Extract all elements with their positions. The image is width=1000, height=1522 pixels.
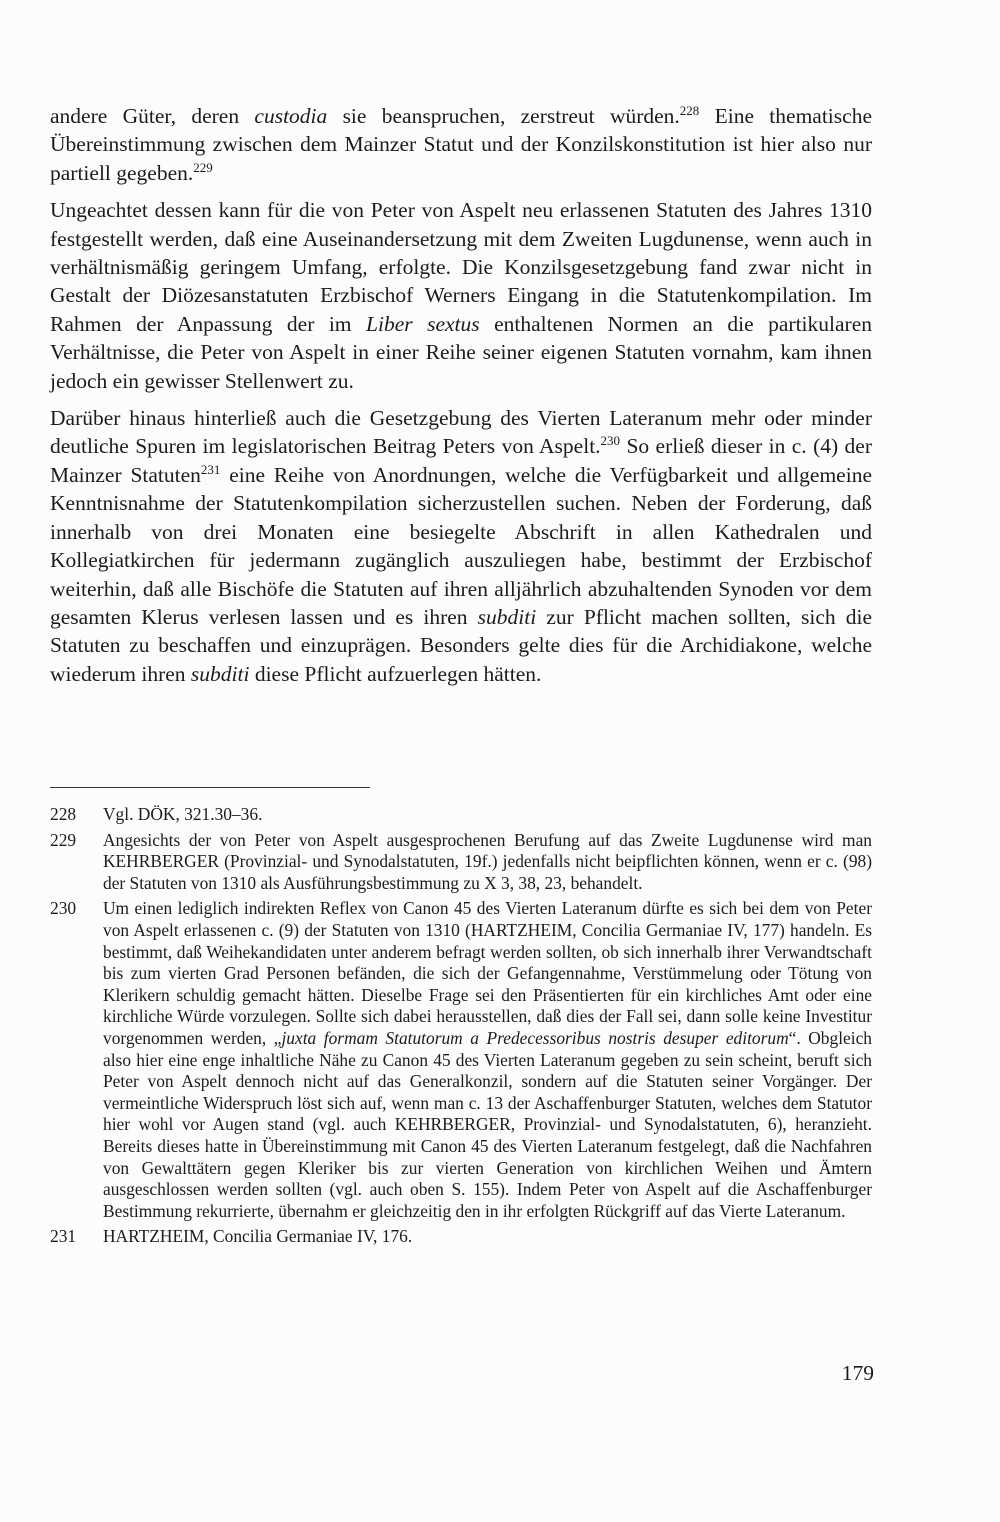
- paragraph-2: Ungeachtet dessen kann für die von Peter von Aspelt neu erlassenen Statuten des Jahres 1310 festgestellt werden, daß eine Auseinandersetzung mit dem Zweiten Lugdunense, wenn auch in verhältnismäßig geringem Umfang, erfolgte. Die Konzilsgesetzgebung fand zwar nicht in Gestalt der Diözesanstatuten Erzbischof Werners Eingang in die Statutenkompilation. Im Rahmen der Anpassung der im Liber sextus enthaltenen Normen an die partikularen Verhältnisse, die Peter von Aspelt in einer Reihe seiner eigenen Statuten vornahm, kam ihnen jedoch ein gewisser Stellenwert zu.: [50, 198, 872, 393]
- footnote-text: Um einen lediglich indirekten Reflex von Canon 45 des Vierten Lateranum dürfte es sich bei dem von Peter von Aspelt erlassenen c. (9) der Statuten von 1310 (HARTZHEIM, Concilia Germaniae IV, 177) handeln. Es bestimmt, daß Weihekandidaten unter anderem befragt werden sollten, ob sich innerhalb ihrer Verwandtschaft bis zum vierten Grad Personen befänden, die sich der Gefangennahme, Verstümmelung oder Tötung von Klerikern schuldig gemacht hätten. Dieselbe Frage sei den Präsentierten für ein kirchliches Amt oder eine kirchliche Würde vorzulegen. Sollte sich dabei herausstellen, daß dies der Fall sei, dann solle keine Investitur vorgenommen werden, „: [103, 898, 872, 1048]
- footnote-231: [50, 1226, 872, 1248]
- footnote-ref-229[interactable]: 229: [193, 159, 213, 175]
- footnote-228: [50, 804, 872, 826]
- footnote-quote: juxta formam Statutorum a Predecessoribus nostris desuper editorum: [281, 1027, 789, 1048]
- footnote-number: 231: [50, 1226, 77, 1247]
- footnote-text: HARTZHEIM, Concilia Germaniae IV, 176.: [103, 1226, 413, 1247]
- footnote-separator: [50, 787, 370, 788]
- emphasis-subditi: subditi: [477, 604, 537, 629]
- paragraph-1: andere Güter, deren custodia sie beanspruchen, zerstreut würden.$^{228}$ Eine thematische Übereinstimmung zwischen dem Mainzer Statut und der Konzilskonstitution ist hier also nur partiell gegeben.$^{229}$: [50, 103, 872, 185]
- footnote-text: Vgl. DÖK, 321.30–36.: [103, 804, 263, 824]
- footnotes: [50, 804, 872, 1252]
- footnote-number: 228: [50, 804, 77, 824]
- footnote-230: [50, 898, 872, 1222]
- footnote-text: Angesichts der von Peter von Aspelt ausgesprochenen Berufung auf das Zweite Lugdunense wird man KEHRBERGER (Provinzial- und Synodalstatuten, 19f.) jedenfalls nicht beipflichten können, wenn er c. (98) der Statuten von 1310 als Ausführungsbestimmung zu X 3, 38, 23, behandelt.: [103, 829, 872, 893]
- footnote-text: “. Obgleich also hier eine enge inhaltliche Nähe zu Canon 45 des Vierten Lateranum gegeben zu sein scheint, beruft sich Peter von Aspelt dennoch nicht auf das Generalkonzil, sondern auf die Statuten seiner Vorgänger. Der vermeintliche Widerspruch löst sich auf, wenn man c. 13 der Aschaffenburger Statuten, welches dem Statutor hier wohl vor Augen stand (vgl. auch KEHRBERGER, Provinzial- und Synodalstatuten, 6), heranzieht. Bereits dieses hatte in Übereinstimmung mit Canon 45 des Vierten Lateranum festgelegt, daß die Nachfahren von Gewalttätern gegen Kleriker bis zur vierten Generation von kirchlichen Weihen und Ämtern ausgeschlossen werden sollten (vgl. auch oben S. 155). Indem Peter von Aspelt auf die Aschaffenburger Bestimmung rekurrierte, übernahm er gleichzeitig den in ihr erfolgten Rückgriff auf das Vierte Lateranum.: [103, 1027, 872, 1221]
- footnote-number: 229: [50, 829, 77, 850]
- emphasis-liber-sextus: Liber sextus: [366, 311, 480, 336]
- footnote-ref-228[interactable]: 228: [679, 103, 700, 118]
- footnote-number: 230: [50, 898, 77, 919]
- footnote-ref-231[interactable]: 231: [200, 461, 221, 477]
- footnote-ref-230[interactable]: 230: [600, 433, 621, 449]
- main-text: [50, 102, 872, 697]
- page-number: 179: [841, 1361, 874, 1385]
- footnote-229: [50, 830, 872, 895]
- emphasis-subditi: subditi: [190, 661, 250, 686]
- emphasis-custodia: custodia: [254, 104, 328, 128]
- paragraph-3: Darüber hinaus hinterließ auch die Gesetzgebung des Vierten Lateranum mehr oder minder deutliche Spuren im legislatorischen Beitrag Peters von Aspelt.$^{230}$ So erließ dieser in c. (4) der Mainzer Statuten$^{231}$ eine Reihe von Anordnungen, welche die Verfügbarkeit und allgemeine Kenntnisnahme der Statutenkompilation sicherzustellen suchen. Neben der Forderung, daß innerhalb von drei Monaten eine besiegelte Abschrift in allen Kathedralen und Kollegiatkirchen für jedermann zugänglich auszuliegen habe, bestimmt der Erzbischof weiterhin, daß alle Bischöfe die Statuten auf ihren alljährlich abzuhaltenden Synoden vor dem gesamten Klerus verlesen lassen und es ihren subditi zur Pflicht machen sollten, sich die Statuten zu beschaffen und einzuprägen. Besonders gelte dies für die Archidiakone, welche wiederum ihren subditi diese Pflicht aufzuerlegen hätten.: [50, 406, 872, 686]
